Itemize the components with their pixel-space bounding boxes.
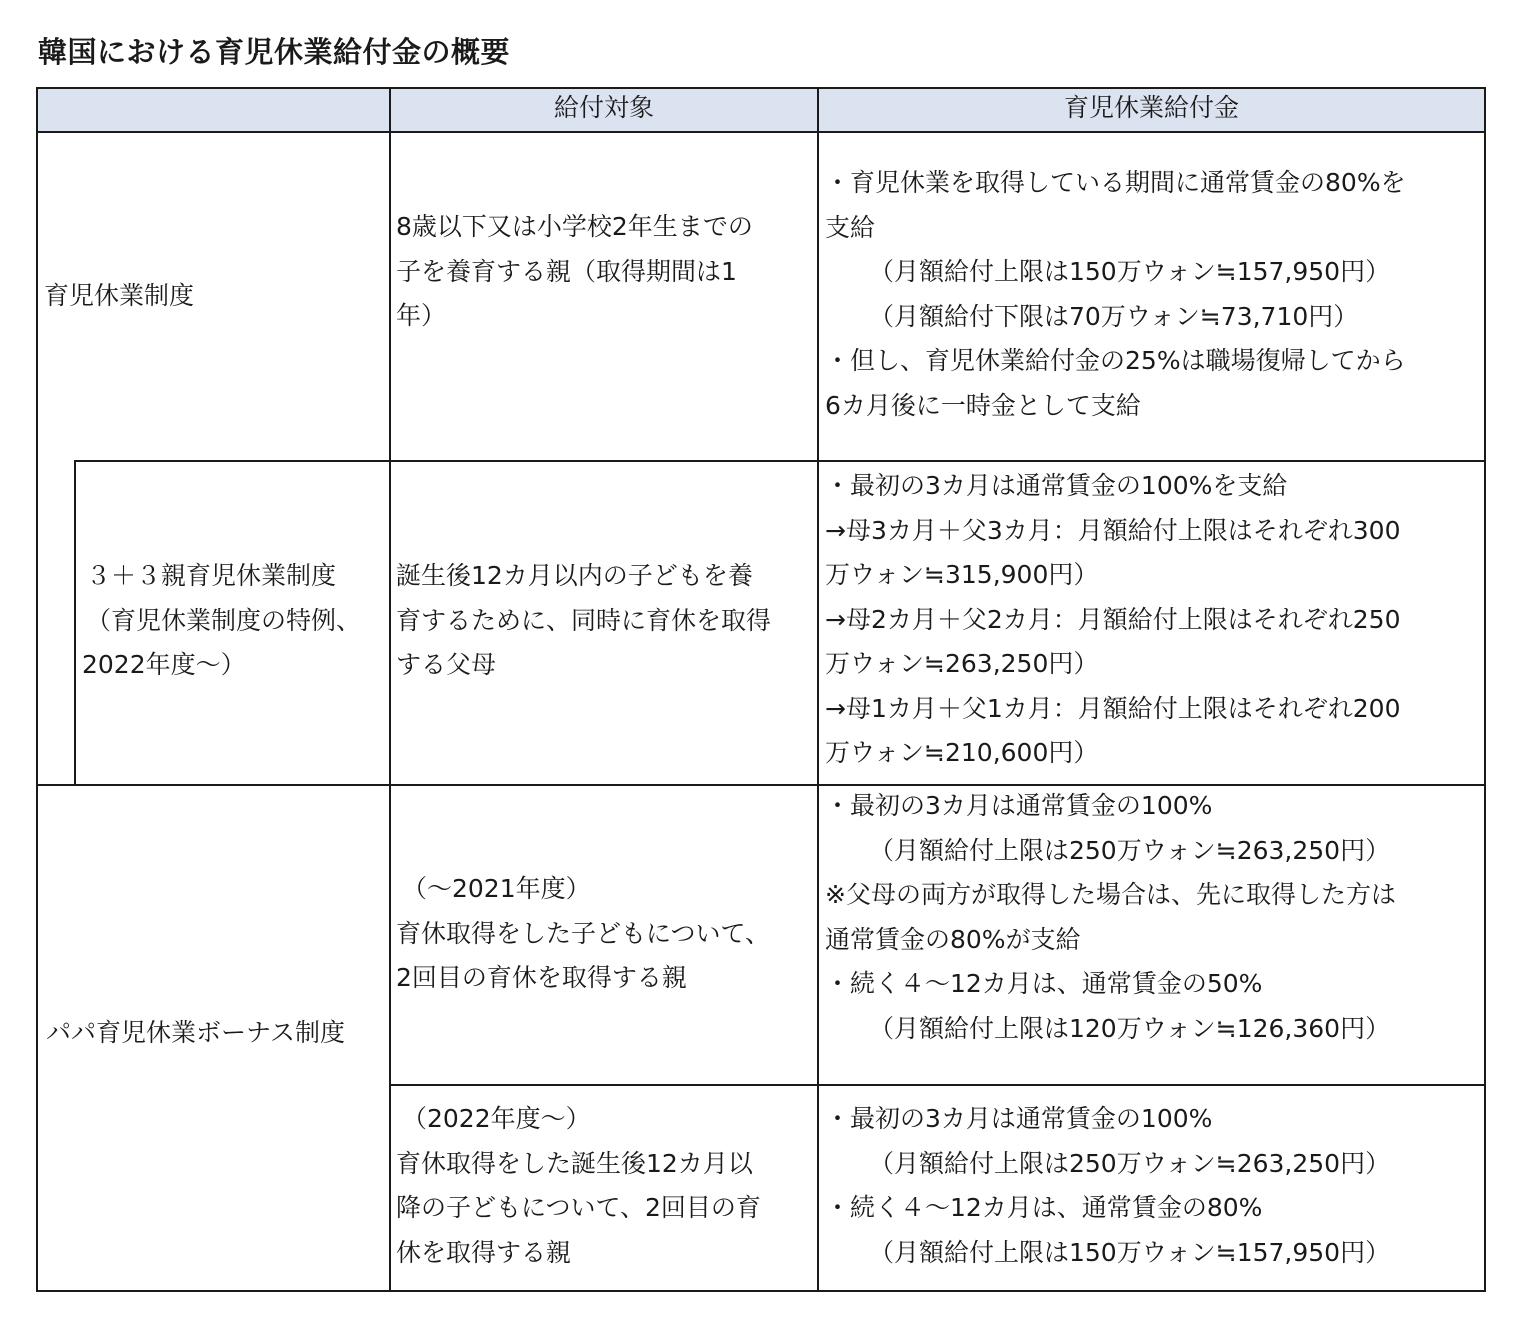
row3a-benefit bbox=[825, 784, 1396, 1051]
header-target: 給付対象 bbox=[553, 93, 654, 122]
row3a-target-line: 育休取得をした子どもについて、 bbox=[396, 918, 771, 948]
row2-benefit-line: →母1カ月＋父1カ月：月額給付上限はそれぞれ200 bbox=[825, 693, 1401, 723]
row2-benefit-line: 万ウォン≒315,900円） bbox=[825, 560, 1099, 589]
row3a-benefit-line: 通常賃金の80%が支給 bbox=[825, 924, 1081, 954]
row2-target-line: 誕生後12カ月以内の子どもを養 bbox=[396, 561, 753, 590]
row1-target-line: 年） bbox=[396, 301, 447, 330]
header-empty bbox=[38, 88, 389, 132]
row3b-benefit-line: （月額給付上限は150万ウォン≒157,950円） bbox=[869, 1237, 1391, 1267]
row1-name: 育児休業制度 bbox=[44, 281, 195, 310]
header-benefit: 育児休業給付金 bbox=[1063, 93, 1239, 122]
row2-benefit-line: ・最初の3カ月は通常賃金の100%を支給 bbox=[825, 471, 1288, 500]
row3b-benefit bbox=[825, 1097, 1390, 1275]
row1-benefit-line: （月額給付上限は150万ウォン≒157,950円） bbox=[869, 257, 1391, 286]
row3a-benefit-line: ・最初の3カ月は通常賃金の100% bbox=[825, 791, 1213, 820]
row3b-target-line: 休を取得する親 bbox=[396, 1237, 572, 1267]
row2-benefit-line: →母3カ月＋父3カ月：月額給付上限はそれぞれ300 bbox=[825, 515, 1401, 545]
row3b-benefit-line: （月額給付上限は250万ウォン≒263,250円） bbox=[869, 1148, 1391, 1178]
row3a-target-line: 2回目の育休を取得する親 bbox=[396, 963, 687, 992]
row2-name bbox=[82, 554, 361, 688]
row3b-benefit-line: ・続く４～12カ月は、通常賃金の80% bbox=[825, 1193, 1263, 1222]
row1-benefit-line: ・但し、育児休業給付金の25%は職場復帰してから bbox=[825, 346, 1406, 375]
row2-name-line: 2022年度～） bbox=[82, 650, 246, 679]
page-title: 韓国における育児休業給付金の概要 bbox=[38, 35, 511, 69]
row1-target-line: 子を養育する親（取得期間は1 bbox=[396, 256, 737, 286]
row2-name-line: （育児休業制度の特例、 bbox=[86, 605, 362, 635]
row1-benefit-line: ・育児休業を取得している期間に通常賃金の80%を bbox=[825, 168, 1406, 197]
row2-benefit-line: 万ウォン≒263,250円） bbox=[825, 649, 1099, 678]
row2-name-line: ３＋３親育児休業制度 bbox=[86, 561, 337, 590]
row1-benefit-line: （月額給付下限は70万ウォン≒73,710円） bbox=[869, 301, 1359, 331]
row3b-target-line: 降の子どもについて、2回目の育 bbox=[396, 1193, 761, 1222]
row3a-target-line: （～2021年度） bbox=[402, 874, 591, 903]
row3a-benefit-line: ※父母の両方が取得した場合は、先に取得した方は bbox=[825, 880, 1396, 909]
row2-target-line: 育するために、同時に育休を取得 bbox=[396, 605, 772, 635]
row3b-target bbox=[396, 1097, 761, 1275]
row1-benefit-line: 6カ月後に一時金として支給 bbox=[825, 390, 1141, 420]
row3a-benefit-line: （月額給付上限は120万ウォン≒126,360円） bbox=[869, 1013, 1391, 1043]
row3b-benefit-line: ・最初の3カ月は通常賃金の100% bbox=[825, 1104, 1213, 1133]
row3a-target bbox=[396, 867, 770, 1001]
row1-target bbox=[396, 205, 753, 339]
row3b-target-line: （2022年度～） bbox=[402, 1104, 591, 1133]
row2-benefit bbox=[825, 464, 1400, 776]
row3b-target-line: 育休取得をした誕生後12カ月以 bbox=[396, 1148, 753, 1178]
row3-name: パパ育児休業ボーナス制度 bbox=[46, 1018, 346, 1047]
row3a-benefit-line: ・続く４～12カ月は、通常賃金の50% bbox=[825, 969, 1263, 998]
row2-benefit-line: 万ウォン≒210,600円） bbox=[825, 738, 1099, 767]
row3a-benefit-line: （月額給付上限は250万ウォン≒263,250円） bbox=[869, 835, 1391, 865]
row1-benefit bbox=[825, 161, 1406, 428]
row2-target-line: する父母 bbox=[396, 650, 497, 679]
row2-target bbox=[396, 554, 771, 688]
row1-target-line: 8歳以下又は小学校2年生までの bbox=[396, 212, 753, 241]
row2-benefit-line: →母2カ月＋父2カ月：月額給付上限はそれぞれ250 bbox=[825, 604, 1401, 634]
row1-benefit-line: 支給 bbox=[825, 212, 876, 242]
